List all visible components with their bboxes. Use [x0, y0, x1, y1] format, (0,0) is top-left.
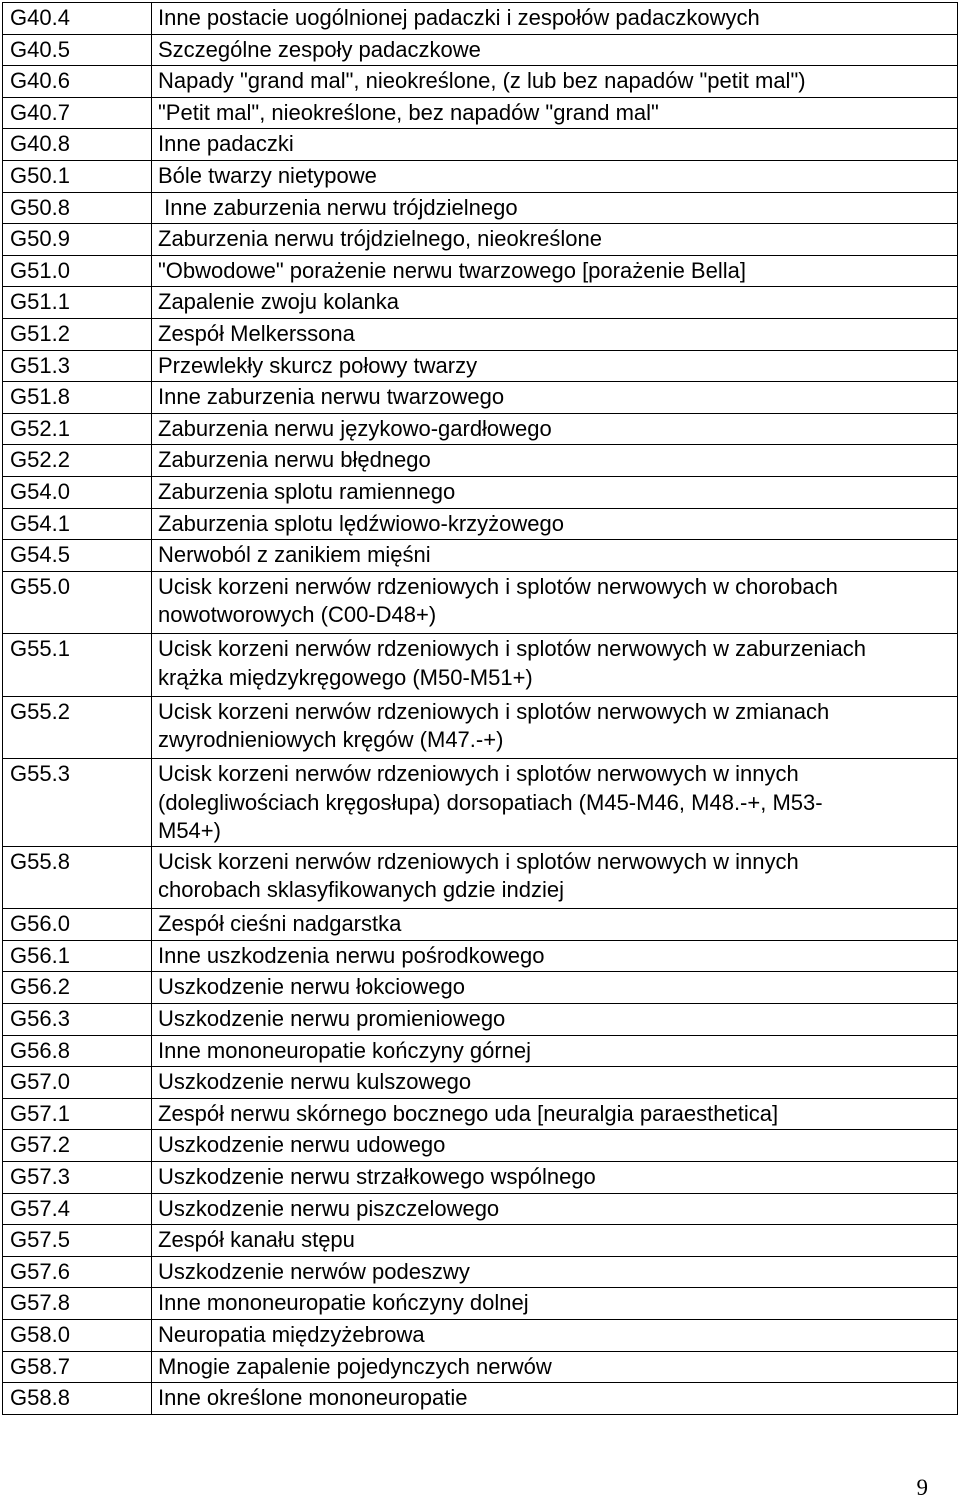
description-cell: Neuropatia międzyżebrowa	[152, 1320, 958, 1352]
description-cell: Zapalenie zwoju kolanka	[152, 287, 958, 319]
code-cell: G57.1	[3, 1098, 152, 1130]
description-cell: Inne zaburzenia nerwu twarzowego	[152, 382, 958, 414]
code-cell: G56.8	[3, 1035, 152, 1067]
code-cell: G57.8	[3, 1288, 152, 1320]
table-row	[3, 1320, 958, 1352]
code-cell: G51.3	[3, 350, 152, 382]
description-cell: Inne postacie uogólnionej padaczki i zespołów padaczkowych	[152, 3, 958, 35]
table-row	[3, 571, 958, 634]
code-cell: G56.0	[3, 909, 152, 941]
code-cell: G40.6	[3, 66, 152, 98]
table-row	[3, 1130, 958, 1162]
table-row	[3, 540, 958, 572]
page-number: 9	[916, 1475, 928, 1500]
code-cell: G57.6	[3, 1256, 152, 1288]
description-cell: Uszkodzenie nerwu łokciowego	[152, 972, 958, 1004]
description-cell: Ucisk korzeni nerwów rdzeniowych i splotów nerwowych w innych (dolegliwościach kręgosłupa) dorsopatiach (M45-M46, M48.-+, M53- M54+)	[152, 759, 958, 846]
table-row	[3, 34, 958, 66]
description-cell: Mnogie zapalenie pojedynczych nerwów	[152, 1351, 958, 1383]
description-cell: Ucisk korzeni nerwów rdzeniowych i splotów nerwowych w zmianach zwyrodnieniowych kręgów (M47.-+)	[152, 696, 958, 759]
code-table-body	[3, 3, 958, 1415]
description-cell: Inne mononeuropatie kończyny dolnej	[152, 1288, 958, 1320]
table-row	[3, 846, 958, 909]
description-cell: Zaburzenia nerwu trójdzielnego, nieokreślone	[152, 224, 958, 256]
table-row	[3, 287, 958, 319]
description-cell: Zaburzenia splotu lędźwiowo-krzyżowego	[152, 508, 958, 540]
description-cell: Przewlekły skurcz połowy twarzy	[152, 350, 958, 382]
code-cell: G57.2	[3, 1130, 152, 1162]
table-row	[3, 66, 958, 98]
code-cell: G54.0	[3, 476, 152, 508]
table-row	[3, 1035, 958, 1067]
code-cell: G58.8	[3, 1383, 152, 1415]
table-row	[3, 634, 958, 697]
table-row	[3, 350, 958, 382]
code-cell: G58.7	[3, 1351, 152, 1383]
table-row	[3, 696, 958, 759]
table-row	[3, 759, 958, 846]
code-cell: G40.5	[3, 34, 152, 66]
code-cell: G56.2	[3, 972, 152, 1004]
description-cell: Inne padaczki	[152, 129, 958, 161]
table-row	[3, 413, 958, 445]
table-row	[3, 1098, 958, 1130]
description-cell: "Obwodowe" porażenie nerwu twarzowego [porażenie Bella]	[152, 255, 958, 287]
description-cell: Uszkodzenie nerwu promieniowego	[152, 1004, 958, 1036]
code-cell: G52.2	[3, 445, 152, 477]
table-row	[3, 1351, 958, 1383]
description-cell: Zaburzenia nerwu błędnego	[152, 445, 958, 477]
description-cell: Zespół Melkerssona	[152, 318, 958, 350]
description-cell: Uszkodzenie nerwu kulszowego	[152, 1067, 958, 1099]
code-cell: G57.0	[3, 1067, 152, 1099]
code-cell: G51.2	[3, 318, 152, 350]
code-cell: G54.5	[3, 540, 152, 572]
description-cell: Ucisk korzeni nerwów rdzeniowych i splotów nerwowych w chorobach nowotworowych (C00-D48+)	[152, 571, 958, 634]
description-cell: Uszkodzenie nerwu udowego	[152, 1130, 958, 1162]
description-cell: Zaburzenia nerwu językowo-gardłowego	[152, 413, 958, 445]
description-cell: Nerwoból z zanikiem mięśni	[152, 540, 958, 572]
code-cell: G58.0	[3, 1320, 152, 1352]
code-cell: G51.8	[3, 382, 152, 414]
code-cell: G56.3	[3, 1004, 152, 1036]
code-cell: G57.3	[3, 1162, 152, 1194]
description-cell: Ucisk korzeni nerwów rdzeniowych i splotów nerwowych w zaburzeniach krążka międzykręgowego (M50-M51+)	[152, 634, 958, 697]
description-cell: Inne mononeuropatie kończyny górnej	[152, 1035, 958, 1067]
table-row	[3, 192, 958, 224]
code-cell: G56.1	[3, 940, 152, 972]
code-cell: G57.5	[3, 1225, 152, 1257]
code-cell: G50.8	[3, 192, 152, 224]
table-row	[3, 224, 958, 256]
code-cell: G57.4	[3, 1193, 152, 1225]
table-row	[3, 508, 958, 540]
table-row	[3, 1288, 958, 1320]
table-row	[3, 1067, 958, 1099]
table-row	[3, 255, 958, 287]
table-row	[3, 1256, 958, 1288]
description-cell: Napady "grand mal", nieokreślone, (z lub bez napadów "petit mal")	[152, 66, 958, 98]
code-cell: G40.7	[3, 97, 152, 129]
table-row	[3, 129, 958, 161]
table-row	[3, 476, 958, 508]
table-row	[3, 1004, 958, 1036]
table-row	[3, 160, 958, 192]
description-cell: Uszkodzenie nerwu strzałkowego wspólnego	[152, 1162, 958, 1194]
code-cell: G55.3	[3, 759, 152, 846]
description-cell: "Petit mal", nieokreślone, bez napadów "grand mal"	[152, 97, 958, 129]
table-row	[3, 1162, 958, 1194]
table-row	[3, 940, 958, 972]
code-cell: G55.0	[3, 571, 152, 634]
table-row	[3, 3, 958, 35]
table-row	[3, 909, 958, 941]
description-cell: Uszkodzenie nerwu piszczelowego	[152, 1193, 958, 1225]
table-row	[3, 318, 958, 350]
description-cell: Zespół kanału stępu	[152, 1225, 958, 1257]
code-cell: G55.1	[3, 634, 152, 697]
table-row	[3, 97, 958, 129]
code-cell: G40.4	[3, 3, 152, 35]
table-row	[3, 1383, 958, 1415]
code-cell: G54.1	[3, 508, 152, 540]
table-row	[3, 382, 958, 414]
table-row	[3, 445, 958, 477]
table-row	[3, 1193, 958, 1225]
description-cell: Bóle twarzy nietypowe	[152, 160, 958, 192]
table-row	[3, 972, 958, 1004]
description-cell: Zespół nerwu skórnego bocznego uda [neuralgia paraesthetica]	[152, 1098, 958, 1130]
description-cell: Uszkodzenie nerwów podeszwy	[152, 1256, 958, 1288]
code-cell: G40.8	[3, 129, 152, 161]
icd-code-table	[2, 2, 958, 1415]
code-cell: G50.1	[3, 160, 152, 192]
description-cell: Ucisk korzeni nerwów rdzeniowych i splotów nerwowych w innych chorobach sklasyfikowanych gdzie indziej	[152, 846, 958, 909]
code-cell: G51.0	[3, 255, 152, 287]
code-cell: G50.9	[3, 224, 152, 256]
code-cell: G52.1	[3, 413, 152, 445]
description-cell: Inne określone mononeuropatie	[152, 1383, 958, 1415]
description-cell: Inne zaburzenia nerwu trójdzielnego	[152, 192, 958, 224]
description-cell: Zaburzenia splotu ramiennego	[152, 476, 958, 508]
code-cell: G55.2	[3, 696, 152, 759]
description-cell: Inne uszkodzenia nerwu pośrodkowego	[152, 940, 958, 972]
code-cell: G55.8	[3, 846, 152, 909]
description-cell: Szczególne zespoły padaczkowe	[152, 34, 958, 66]
description-cell: Zespół cieśni nadgarstka	[152, 909, 958, 941]
code-cell: G51.1	[3, 287, 152, 319]
table-row	[3, 1225, 958, 1257]
